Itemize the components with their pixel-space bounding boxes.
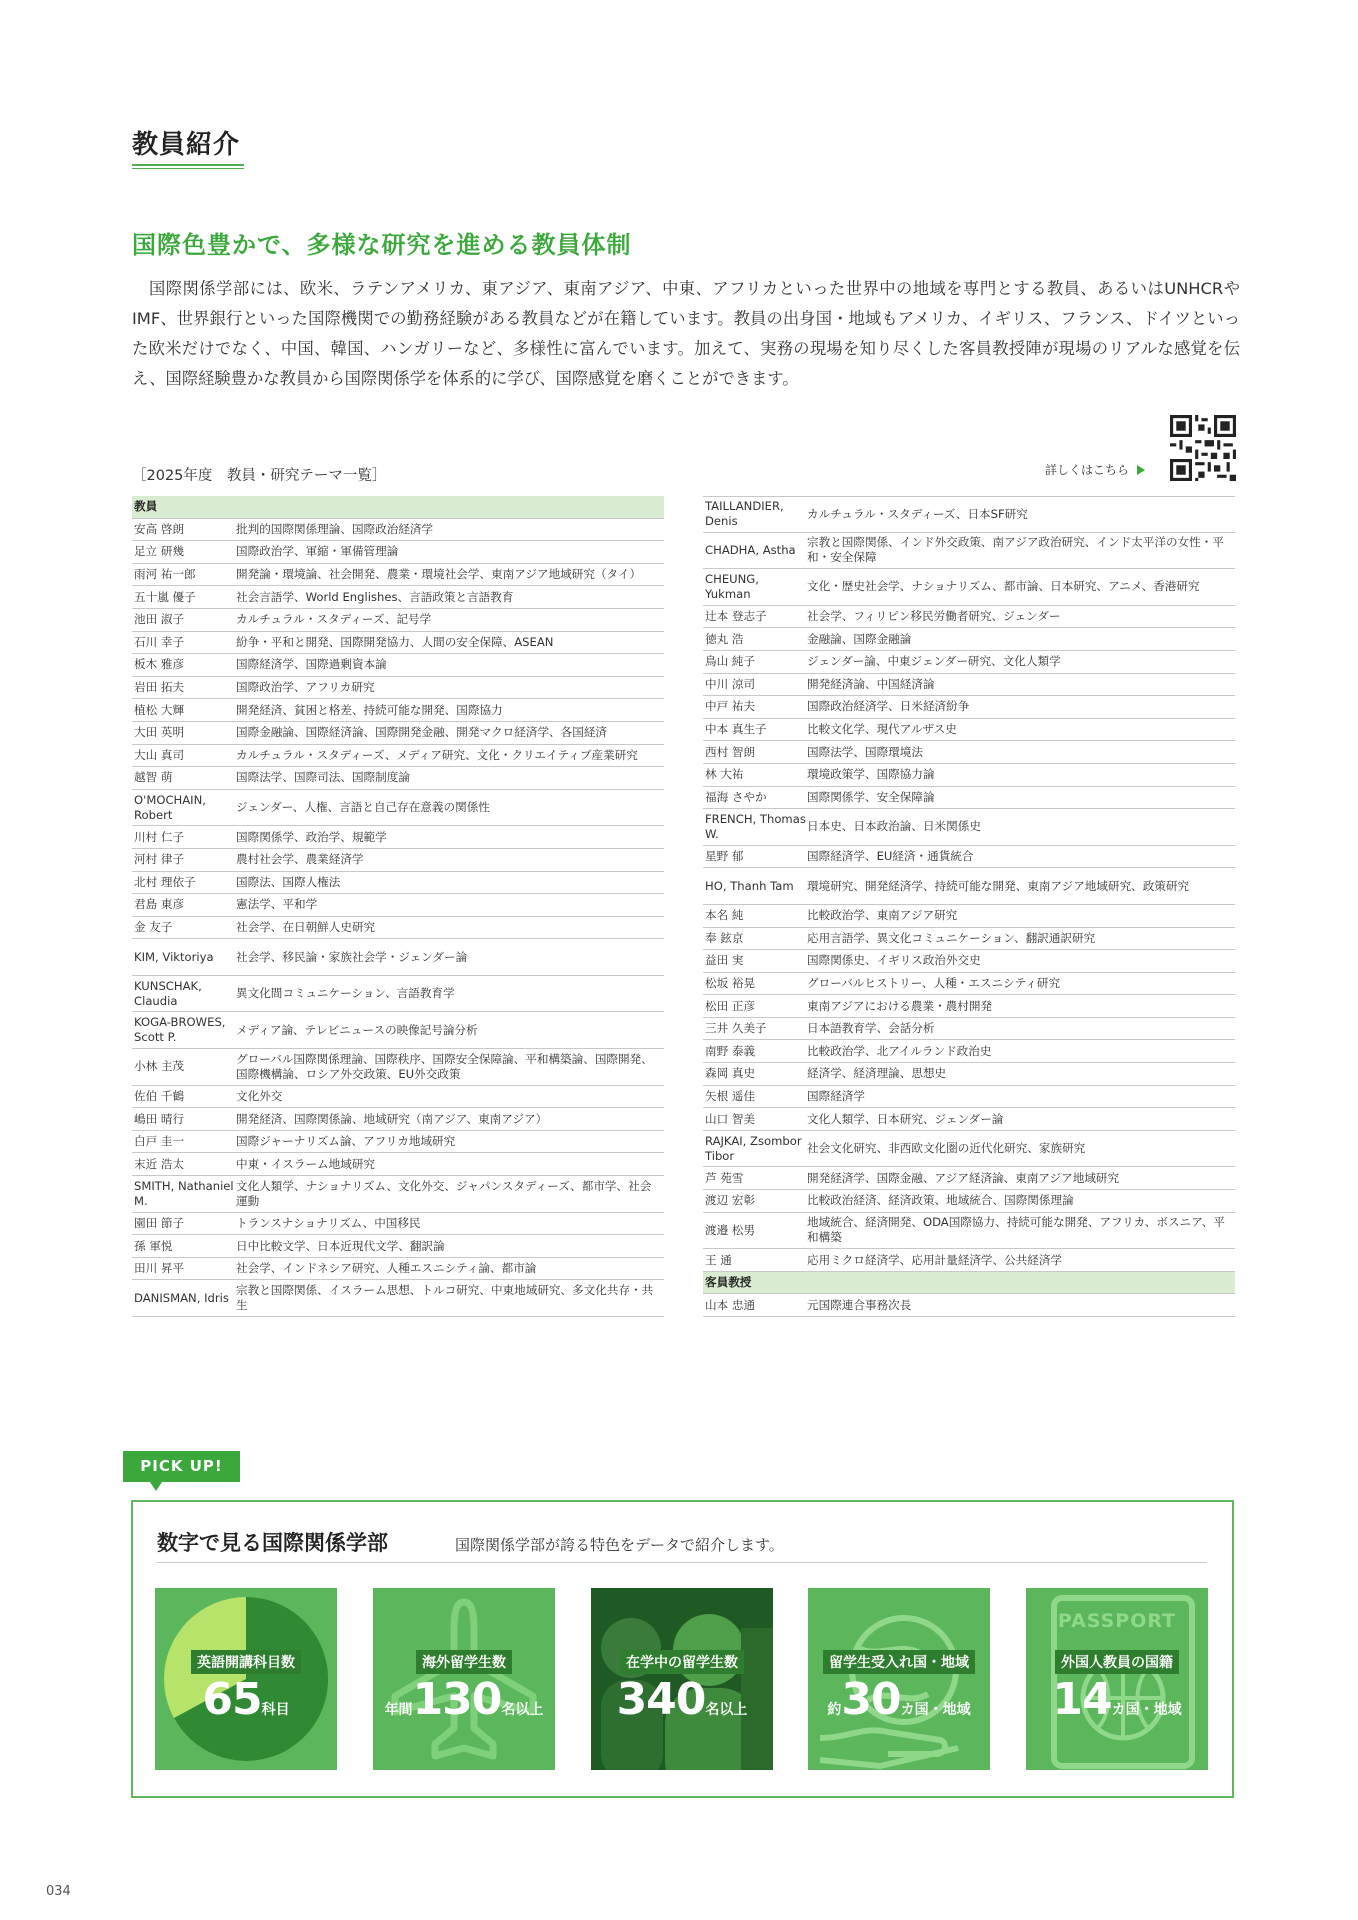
faculty-row	[703, 1167, 1235, 1190]
faculty-name: 末近 浩太	[134, 1156, 185, 1171]
faculty-name: 佐伯 千鶴	[134, 1088, 185, 1103]
research-topic: ジェンダー、人権、言語と自己存在意義の関係性	[236, 800, 490, 815]
faculty-table-left	[132, 496, 664, 1317]
faculty-name: 奉 鉉京	[705, 930, 744, 945]
stat-number: 340	[616, 1674, 706, 1725]
research-topic: 社会学、フィリピン移民労働者研究、ジェンダー	[807, 609, 1061, 624]
section-header	[132, 496, 664, 519]
passport-icon-text: PASSPORT	[1057, 1610, 1177, 1632]
faculty-name: 河村 律子	[134, 852, 185, 867]
details-link-label: 詳しくはこちら	[1045, 463, 1130, 477]
faculty-name: 板木 雅彦	[134, 657, 185, 672]
page-number: 034	[46, 1884, 71, 1899]
faculty-row	[703, 741, 1235, 764]
faculty-row	[132, 519, 664, 542]
stat-tile	[373, 1588, 555, 1770]
faculty-row	[703, 809, 1235, 846]
research-topic: 開発経済学、国際金融、アジア経済論、東南アジア地域研究	[807, 1170, 1120, 1185]
stat-label: 英語開講科目数	[191, 1650, 301, 1674]
faculty-name: 南野 泰義	[705, 1043, 756, 1058]
faculty-name: 福海 さやか	[705, 789, 767, 804]
research-topic: 地域統合、経済開発、ODA国際協力、持続可能な開発、アフリカ、ボスニア、平和構築	[807, 1215, 1225, 1245]
faculty-name: 白戸 圭一	[134, 1134, 185, 1149]
research-topic: グローバルヒストリー、人種・エスニシティ研究	[807, 975, 1061, 990]
research-topic: 国際法、国際人権法	[236, 874, 341, 889]
faculty-table-right	[703, 496, 1235, 1317]
research-topic: 応用言語学、異文化コミュニケーション、翻訳通訳研究	[807, 930, 1096, 945]
faculty-name: 林 大祐	[705, 767, 744, 782]
research-topic: 国際法学、国際環境法	[807, 744, 923, 759]
stat-label: 海外留学生数	[416, 1650, 512, 1674]
pickup-divider	[157, 1562, 1207, 1563]
pickup-title: 数字で見る国際関係学部	[157, 1531, 388, 1555]
details-link[interactable]	[1045, 461, 1145, 478]
research-topic: 国際ジャーナリズム論、アフリカ地域研究	[236, 1134, 456, 1149]
faculty-row	[132, 790, 664, 827]
faculty-row	[703, 1063, 1235, 1086]
stat-tile	[591, 1588, 773, 1770]
faculty-row	[703, 674, 1235, 697]
faculty-name: 渡邉 松男	[705, 1222, 756, 1237]
faculty-name: 王 通	[705, 1252, 732, 1267]
faculty-row	[132, 564, 664, 587]
faculty-row	[703, 1213, 1235, 1250]
research-topic: 社会文化研究、非西欧文化圏の近代化研究、家族研究	[807, 1141, 1086, 1156]
stat-value	[373, 1674, 555, 1725]
faculty-row	[703, 787, 1235, 810]
section-header-label: 教員	[134, 499, 158, 514]
faculty-row	[703, 1040, 1235, 1063]
faculty-name: KIM, Viktoriya	[134, 949, 214, 964]
section-header	[703, 1272, 1235, 1295]
stat-unit: カ国・地域	[900, 1702, 971, 1718]
faculty-name: 西村 智朗	[705, 744, 756, 759]
research-topic: 開発論・環境論、社会開発、農業・環境社会学、東南アジア地域研究（タイ）	[236, 567, 642, 582]
stat-value	[808, 1674, 990, 1725]
page-title: 教員紹介	[132, 130, 241, 160]
research-topic: 環境研究、開発経済学、持続可能な開発、東南アジア地域研究、政策研究	[807, 878, 1190, 893]
faculty-row	[703, 1190, 1235, 1213]
research-topic: メディア論、テレビニュースの映像記号論分析	[236, 1022, 478, 1037]
faculty-name: 中川 涼司	[705, 676, 756, 691]
faculty-row	[703, 1249, 1235, 1272]
faculty-row	[703, 1131, 1235, 1168]
research-topic: 文化人類学、ナショナリズム、文化外交、ジャパンスタディーズ、都市学、社会運動	[236, 1178, 652, 1208]
faculty-name: KOGA-BROWES, Scott P.	[134, 1015, 226, 1045]
research-topic: 農村社会学、農業経済学	[236, 852, 364, 867]
research-topic: 応用ミクロ経済学、応用計量経済学、公共経済学	[807, 1252, 1063, 1267]
faculty-name: 池田 淑子	[134, 612, 185, 627]
faculty-row	[132, 849, 664, 872]
research-topic: 紛争・平和と開発、国際開発協力、人間の安全保障、ASEAN	[236, 634, 554, 649]
faculty-name: 川村 仁子	[134, 829, 185, 844]
intro-paragraph: 国際関係学部には、欧米、ラテンアメリカ、東アジア、東南アジア、中東、アフリカといった世界中の地域を専門とする教員、あるいはUNHCRやIMF、世界銀行といった国際機関での勤務経験がある教員などが在籍しています。教員の出身国・地域もアメリカ、イギリス、フランス、ドイツといった欧米だけでなく、中国、韓国、ハンガリーなど、多様性に富んでいます。加えて、実務の現場を知り尽くした客員教授陣が現場のリアルな感覚を伝え、国際経験豊かな教員から国際関係学を体系的に学び、国際感覚を磨くことができます。	[132, 279, 1240, 388]
research-topic: 国際関係史、イギリス政治外交史	[807, 953, 981, 968]
pickup-tag: PICK UP!	[123, 1451, 240, 1482]
faculty-row	[132, 1258, 664, 1281]
faculty-name: CHEUNG, Yukman	[705, 571, 759, 601]
stat-unit: カ国・地域	[1111, 1702, 1182, 1718]
stat-unit: 名以上	[501, 1702, 544, 1718]
research-topic: グローバル国際関係理論、国際秩序、国際安全保障論、平和構築論、国際開発、国際機構論、ロシア外交政策、EU外交政策	[236, 1051, 653, 1081]
stat-label: 在学中の留学生数	[620, 1650, 744, 1674]
research-topic: カルチュラル・スタディーズ、メディア研究、文化・クリエイティブ産業研究	[236, 747, 638, 762]
research-topic: 異文化間コミュニケーション、言語教育学	[236, 986, 455, 1001]
faculty-name: 岩田 拓夫	[134, 680, 185, 695]
research-topic: 開発経済、貧困と格差、持続可能な開発、国際協力	[236, 702, 503, 717]
faculty-row	[703, 995, 1235, 1018]
faculty-row	[132, 894, 664, 917]
faculty-row	[132, 872, 664, 895]
research-topic: 国際経済学	[807, 1088, 865, 1103]
faculty-name: 渡辺 宏彰	[705, 1193, 756, 1208]
stat-number: 30	[841, 1674, 901, 1725]
faculty-row	[132, 767, 664, 790]
research-topic: 国際政治学、軍縮・軍備管理論	[236, 544, 399, 559]
faculty-name: SMITH, Nathaniel M.	[134, 1178, 234, 1208]
stat-number: 65	[202, 1674, 262, 1725]
research-topic: 日中比較文学、日本近現代文学、翻訳論	[236, 1238, 445, 1253]
faculty-row	[132, 1131, 664, 1154]
faculty-name: 森岡 真史	[705, 1066, 756, 1081]
stat-label: 留学生受入れ国・地域	[823, 1650, 975, 1674]
faculty-name: HO, Thanh Tam	[705, 878, 794, 893]
faculty-row	[703, 569, 1235, 606]
faculty-name: 雨河 祐一郎	[134, 567, 196, 582]
faculty-row	[132, 1153, 664, 1176]
play-arrow-icon	[1137, 465, 1145, 475]
faculty-row	[132, 541, 664, 564]
stat-prefix: 年間	[384, 1702, 413, 1718]
research-topic: 社会学、在日朝鮮人史研究	[236, 919, 376, 934]
faculty-row	[132, 1280, 664, 1317]
faculty-name: 矢根 遥佳	[705, 1088, 756, 1103]
table-caption: ［2025年度 教員・研究テーマ一覧］	[132, 468, 387, 484]
stat-tile	[1026, 1588, 1208, 1770]
research-topic: 国際関係学、政治学、規範学	[236, 829, 387, 844]
faculty-row	[703, 1108, 1235, 1131]
research-topic: 日本語教育学、会話分析	[807, 1021, 935, 1036]
faculty-name: 植松 大輝	[134, 702, 185, 717]
faculty-row	[703, 651, 1235, 674]
faculty-name: 孫 軍悦	[134, 1238, 173, 1253]
faculty-name: 辻本 登志子	[705, 609, 767, 624]
faculty-name: 星野 郁	[705, 849, 744, 864]
research-topic: 比較政治学、北アイルランド政治史	[807, 1043, 992, 1058]
research-topic: 社会学、インドネシア研究、人種エスニシティ論、都市論	[236, 1261, 537, 1276]
pickup-tag-tail	[150, 1482, 162, 1491]
faculty-name: 足立 研幾	[134, 544, 185, 559]
research-topic: 比較文化学、現代アルザス史	[807, 722, 957, 737]
title-underline	[132, 164, 244, 166]
faculty-name: 嶋田 晴行	[134, 1111, 185, 1126]
research-topic: 元国際連合事務次長	[807, 1297, 912, 1312]
research-topic: カルチュラル・スタディーズ、記号学	[236, 612, 432, 627]
faculty-row	[132, 1213, 664, 1236]
faculty-row	[132, 939, 664, 976]
research-topic: 比較政治学、東南アジア研究	[807, 908, 958, 923]
research-topic: 文化人類学、日本研究、ジェンダー論	[807, 1111, 1004, 1126]
research-topic: 国際法学、国際司法、国際制度論	[236, 770, 410, 785]
research-topic: 東南アジアにおける農業・農村開発	[807, 998, 993, 1013]
faculty-row	[132, 1012, 664, 1049]
research-topic: 日本史、日本政治論、日米関係史	[807, 819, 981, 834]
stat-value	[155, 1674, 337, 1725]
research-topic: 国際経済学、EU経済・通貨統合	[807, 849, 974, 864]
faculty-row	[132, 1086, 664, 1109]
faculty-row	[132, 1108, 664, 1131]
faculty-name: TAILLANDIER, Denis	[705, 499, 784, 529]
stat-number: 14	[1052, 1674, 1112, 1725]
research-topic: 国際金融論、国際経済論、国際開発金融、開発マクロ経済学、各国経済	[236, 725, 608, 740]
faculty-row	[132, 654, 664, 677]
faculty-name: 芦 苑雪	[705, 1170, 744, 1185]
stat-tile	[155, 1588, 337, 1770]
faculty-row	[132, 1176, 664, 1213]
stat-tile	[808, 1588, 990, 1770]
research-topic: トランスナショナリズム、中国移民	[236, 1215, 421, 1230]
research-topic: 文化外交	[236, 1088, 283, 1103]
research-topic: 宗教と国際関係、インド外交政策、南アジア政治研究、インド太平洋の女性・平和・安全保障	[807, 535, 1224, 565]
faculty-name: 安高 啓朗	[134, 521, 185, 536]
faculty-row	[703, 1294, 1235, 1317]
research-topic: 中東・イスラーム地域研究	[236, 1156, 376, 1171]
research-topic: 国際関係学、安全保障論	[807, 789, 935, 804]
stat-label: 外国人教員の国籍	[1055, 1650, 1179, 1674]
faculty-row	[703, 950, 1235, 973]
faculty-name: 本名 純	[705, 908, 744, 923]
faculty-row	[703, 696, 1235, 719]
faculty-row	[132, 722, 664, 745]
research-topic: 社会言語学、World Englishes、言語政策と言語教育	[236, 589, 514, 604]
faculty-name: 山口 智美	[705, 1111, 756, 1126]
faculty-name: KUNSCHAK, Claudia	[134, 978, 202, 1008]
faculty-row	[703, 868, 1235, 905]
faculty-row	[132, 1235, 664, 1258]
faculty-name: 小林 主茂	[134, 1059, 185, 1074]
faculty-name: 石川 幸子	[134, 634, 185, 649]
faculty-name: 松坂 裕晃	[705, 975, 756, 990]
faculty-row	[703, 533, 1235, 570]
faculty-row	[703, 973, 1235, 996]
research-topic: 開発経済、国際関係論、地域研究（南アジア、東南アジア）	[236, 1111, 548, 1126]
faculty-row	[132, 917, 664, 940]
research-topic: 環境政策学、国際協力論	[807, 767, 935, 782]
research-topic: 国際政治学、アフリカ研究	[236, 680, 375, 695]
faculty-name: 園田 節子	[134, 1215, 185, 1230]
research-topic: 開発経済論、中国経済論	[807, 676, 935, 691]
faculty-name: 山本 忠通	[705, 1297, 756, 1312]
faculty-row	[132, 745, 664, 768]
stat-number: 130	[412, 1674, 502, 1725]
faculty-name: 北村 理依子	[134, 874, 196, 889]
qr-code-icon[interactable]	[1170, 415, 1236, 481]
faculty-name: O'MOCHAIN, Robert	[134, 792, 206, 822]
faculty-row	[703, 496, 1235, 533]
faculty-row	[703, 719, 1235, 742]
stat-unit: 科目	[261, 1702, 290, 1718]
headline: 国際色豊かで、多様な研究を進める教員体制	[132, 231, 632, 259]
faculty-name: CHADHA, Astha	[705, 542, 796, 557]
faculty-name: 大山 真司	[134, 747, 185, 762]
faculty-name: 五十嵐 優子	[134, 589, 196, 604]
faculty-row	[132, 586, 664, 609]
faculty-row	[703, 606, 1235, 629]
section-header-label: 客員教授	[705, 1275, 752, 1290]
faculty-row	[703, 764, 1235, 787]
faculty-name: 金 友子	[134, 919, 173, 934]
faculty-row	[132, 826, 664, 849]
faculty-row	[703, 905, 1235, 928]
stat-prefix: 約	[827, 1702, 842, 1718]
faculty-row	[132, 1049, 664, 1086]
faculty-row	[703, 628, 1235, 651]
stat-unit: 名以上	[705, 1702, 748, 1718]
faculty-name: RAJKAI, Zsombor Tibor	[705, 1133, 802, 1163]
research-topic: 金融論、国際金融論	[807, 631, 912, 646]
faculty-row	[132, 632, 664, 655]
research-topic: 文化・歴史社会学、ナショナリズム、都市論、日本研究、アニメ、香港研究	[807, 579, 1200, 594]
research-topic: 国際経済学、国際過剰資本論	[236, 657, 387, 672]
research-topic: 憲法学、平和学	[236, 897, 318, 912]
stat-value	[591, 1674, 773, 1725]
faculty-name: 大田 英明	[134, 725, 185, 740]
faculty-name: DANISMAN, Idris	[134, 1290, 229, 1305]
research-topic: 宗教と国際関係、イスラーム思想、トルコ研究、中東地域研究、多文化共存・共生	[236, 1283, 654, 1313]
faculty-name: 鳥山 純子	[705, 654, 756, 669]
faculty-row	[132, 976, 664, 1013]
faculty-name: 中戸 祐夫	[705, 699, 756, 714]
faculty-name: 益田 実	[705, 953, 744, 968]
research-topic: 批判的国際関係理論、国際政治経済学	[236, 521, 434, 536]
research-topic: 国際政治経済学、日米経済紛争	[807, 699, 970, 714]
faculty-name: 越智 萌	[134, 770, 173, 785]
faculty-name: 三井 久美子	[705, 1021, 767, 1036]
faculty-name: 中本 真生子	[705, 722, 767, 737]
title-underline-thin	[132, 168, 244, 169]
faculty-row	[703, 846, 1235, 869]
faculty-row	[703, 928, 1235, 951]
pickup-subtitle: 国際関係学部が誇る特色をデータで紹介します。	[455, 1536, 784, 1554]
faculty-name: FRENCH, Thomas W.	[705, 811, 806, 841]
research-topic: ジェンダー論、中東ジェンダー研究、文化人類学	[807, 654, 1061, 669]
faculty-row	[703, 1086, 1235, 1109]
faculty-row	[132, 677, 664, 700]
faculty-name: 徳丸 浩	[705, 631, 744, 646]
research-topic: 社会学、移民論・家族社会学・ジェンダー論	[236, 949, 468, 964]
faculty-name: 君島 東彦	[134, 897, 185, 912]
faculty-name: 田川 昇平	[134, 1261, 185, 1276]
faculty-row	[132, 609, 664, 632]
faculty-row	[132, 699, 664, 722]
research-topic: 経済学、経済理論、思想史	[807, 1066, 947, 1081]
research-topic: 比較政治経済、経済政策、地域統合、国際関係理論	[807, 1193, 1074, 1208]
stat-value	[1026, 1674, 1208, 1725]
faculty-row	[703, 1018, 1235, 1041]
research-topic: カルチュラル・スタディーズ、日本SF研究	[807, 506, 1028, 521]
faculty-name: 松田 正彦	[705, 998, 756, 1013]
